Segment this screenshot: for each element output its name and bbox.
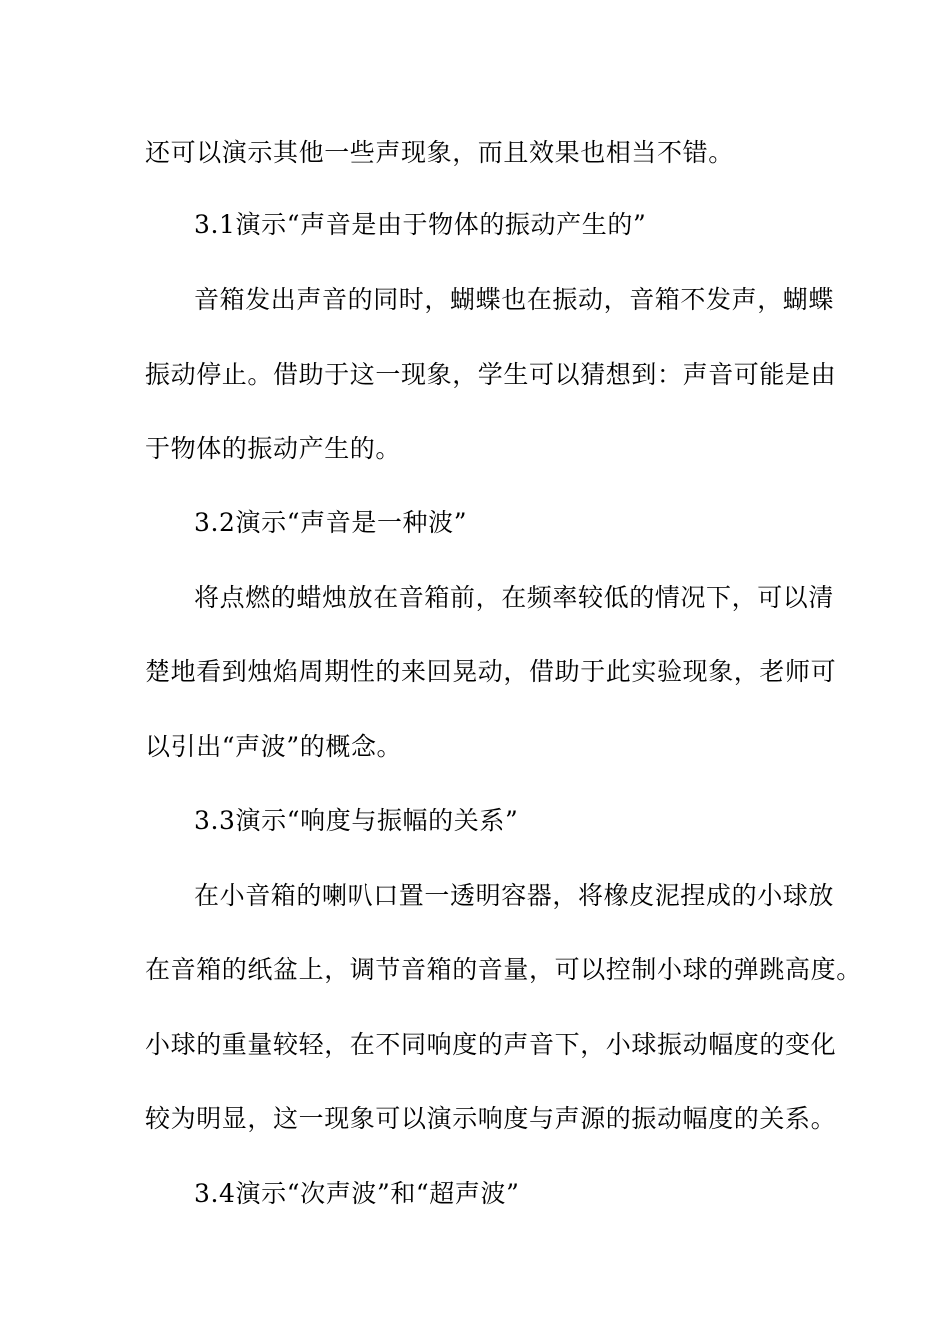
section-heading-3-1: 3.1演示“声音是由于物体的振动产生的” xyxy=(194,210,647,239)
paragraph-line: 小球的重量较轻，在不同响度的声音下，小球振动幅度的变化 xyxy=(145,1030,837,1059)
paragraph-line: 较为明显，这一现象可以演示响度与声源的振动幅度的关系。 xyxy=(145,1104,837,1133)
paragraph-line: 以引出“声波”的概念。 xyxy=(145,732,403,761)
paragraph-line: 还可以演示其他一些声现象，而且效果也相当不错。 xyxy=(145,138,734,167)
paragraph-line: 楚地看到烛焰周期性的来回晃动，借助于此实验现象，老师可 xyxy=(145,657,837,686)
section-heading-3-4: 3.4演示“次声波”和“超声波” xyxy=(194,1179,520,1208)
section-heading-3-3: 3.3演示“响度与振幅的关系” xyxy=(194,806,519,835)
paragraph-line: 振动停止。借助于这一现象，学生可以猜想到：声音可能是由 xyxy=(145,360,837,389)
paragraph-line: 将点燃的蜡烛放在音箱前，在频率较低的情况下，可以清 xyxy=(194,583,835,612)
section-heading-3-2: 3.2演示“声音是一种波” xyxy=(194,508,468,537)
paragraph-line: 音箱发出声音的同时，蝴蝶也在振动，音箱不发声，蝴蝶 xyxy=(194,285,835,314)
paragraph-line: 在音箱的纸盆上，调节音箱的音量，可以控制小球的弹跳高度。 xyxy=(145,955,862,984)
paragraph-line: 于物体的振动产生的。 xyxy=(145,434,402,463)
paragraph-line: 在小音箱的喇叭口置一透明容器，将橡皮泥捏成的小球放 xyxy=(194,881,835,910)
